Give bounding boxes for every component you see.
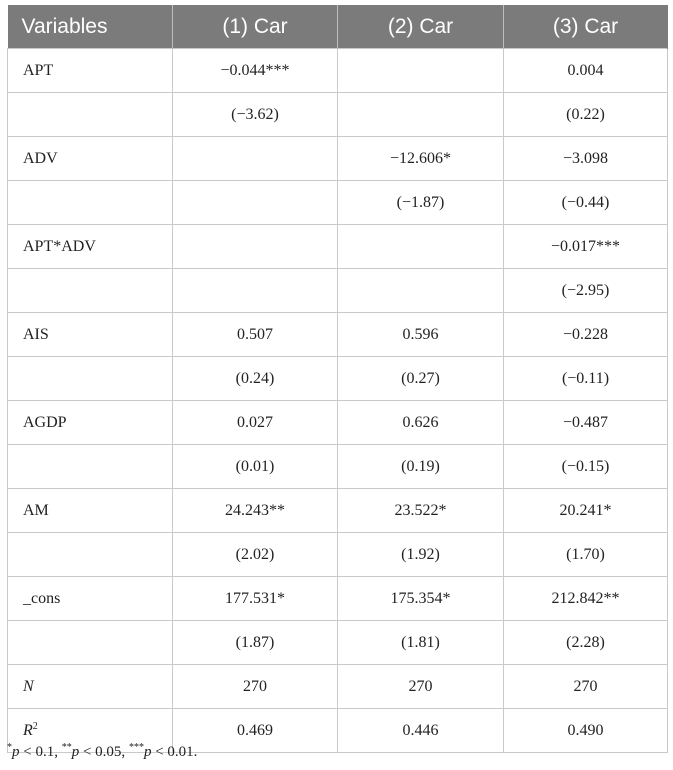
footnote-threshold-1: < 0.1, — [19, 744, 62, 760]
row-label: AGDP — [8, 401, 173, 445]
cell-model-1 — [173, 225, 338, 269]
footnote-p-1: p — [12, 744, 20, 760]
cell-model-3: −0.228 — [504, 313, 668, 357]
r-squared-symbol: R — [23, 721, 33, 739]
cell-model-3: (1.70) — [504, 533, 668, 577]
cell-model-2: (1.92) — [338, 533, 504, 577]
header-model-1: (1) Car — [173, 6, 338, 49]
cell-model-1: (0.01) — [173, 445, 338, 489]
table-row — [8, 357, 668, 401]
footnote-threshold-2: < 0.05, — [79, 744, 129, 760]
table-row — [8, 93, 668, 137]
row-label: AIS — [8, 313, 173, 357]
cell-model-2 — [338, 269, 504, 313]
table-row — [8, 533, 668, 577]
footnote-stars-3: *** — [128, 742, 144, 753]
cell-model-2: 270 — [338, 665, 504, 709]
regression-table — [7, 5, 668, 753]
table-row — [8, 49, 668, 93]
row-label: AM — [8, 489, 173, 533]
r-squared-superscript: 2 — [32, 720, 38, 732]
row-label: APT — [8, 49, 173, 93]
row-label — [8, 445, 173, 489]
cell-model-2: −12.606* — [338, 137, 504, 181]
table-row — [8, 665, 668, 709]
cell-model-1: 270 — [173, 665, 338, 709]
cell-model-3: (0.22) — [504, 93, 668, 137]
footnote-stars-1: * — [7, 742, 12, 753]
cell-model-3: −3.098 — [504, 137, 668, 181]
cell-model-1: 24.243** — [173, 489, 338, 533]
row-label: ADV — [8, 137, 173, 181]
cell-model-3: (−0.15) — [504, 445, 668, 489]
footnote-p-2: p — [71, 744, 80, 760]
cell-model-3: 270 — [504, 665, 668, 709]
cell-model-2: 0.626 — [338, 401, 504, 445]
footnote-stars-2: ** — [61, 742, 72, 753]
regression-table-container — [7, 5, 667, 753]
table-row — [8, 313, 668, 357]
cell-model-1: (1.87) — [173, 621, 338, 665]
row-label: N — [8, 665, 173, 709]
cell-model-2 — [338, 93, 504, 137]
cell-model-2 — [338, 225, 504, 269]
table-row — [8, 445, 668, 489]
table-row — [8, 577, 668, 621]
cell-model-1 — [173, 269, 338, 313]
cell-model-2: 0.596 — [338, 313, 504, 357]
row-label — [8, 269, 173, 313]
row-label — [8, 533, 173, 577]
table-row — [8, 137, 668, 181]
cell-model-1: 177.531* — [173, 577, 338, 621]
cell-model-2 — [338, 49, 504, 93]
table-row — [8, 181, 668, 225]
cell-model-1 — [173, 181, 338, 225]
footnote-p-3: p — [143, 744, 152, 760]
cell-model-1: 0.469 — [173, 709, 338, 753]
table-header-row — [8, 6, 668, 49]
row-label — [8, 93, 173, 137]
table-row — [8, 621, 668, 665]
cell-model-3: 0.490 — [504, 709, 668, 753]
cell-model-3: (−0.44) — [504, 181, 668, 225]
cell-model-3: (2.28) — [504, 621, 668, 665]
cell-model-3: 20.241* — [504, 489, 668, 533]
cell-model-3: (−0.11) — [504, 357, 668, 401]
footnote-threshold-3: < 0.01. — [151, 744, 198, 760]
row-label: _cons — [8, 577, 173, 621]
cell-model-1: (0.24) — [173, 357, 338, 401]
row-label — [8, 621, 173, 665]
cell-model-3: −0.017*** — [504, 225, 668, 269]
row-label — [8, 181, 173, 225]
cell-model-3: 0.004 — [504, 49, 668, 93]
cell-model-2: 23.522* — [338, 489, 504, 533]
cell-model-3: (−2.95) — [504, 269, 668, 313]
header-variables: Variables — [8, 6, 173, 49]
cell-model-1: (2.02) — [173, 533, 338, 577]
cell-model-1: −0.044*** — [173, 49, 338, 93]
cell-model-2: (1.81) — [338, 621, 504, 665]
header-model-3: (3) Car — [504, 6, 668, 49]
cell-model-1: 0.507 — [173, 313, 338, 357]
table-row — [8, 489, 668, 533]
cell-model-3: −0.487 — [504, 401, 668, 445]
row-label: APT*ADV — [8, 225, 173, 269]
cell-model-2: (0.19) — [338, 445, 504, 489]
cell-model-2: 175.354* — [338, 577, 504, 621]
cell-model-2: (0.27) — [338, 357, 504, 401]
cell-model-3: 212.842** — [504, 577, 668, 621]
cell-model-1: (−3.62) — [173, 93, 338, 137]
cell-model-2: (−1.87) — [338, 181, 504, 225]
cell-model-2: 0.446 — [338, 709, 504, 753]
header-model-2: (2) Car — [338, 6, 504, 49]
row-label — [8, 357, 173, 401]
significance-footnote — [7, 744, 197, 761]
table-row — [8, 269, 668, 313]
table-row — [8, 401, 668, 445]
cell-model-1: 0.027 — [173, 401, 338, 445]
cell-model-1 — [173, 137, 338, 181]
table-row — [8, 225, 668, 269]
